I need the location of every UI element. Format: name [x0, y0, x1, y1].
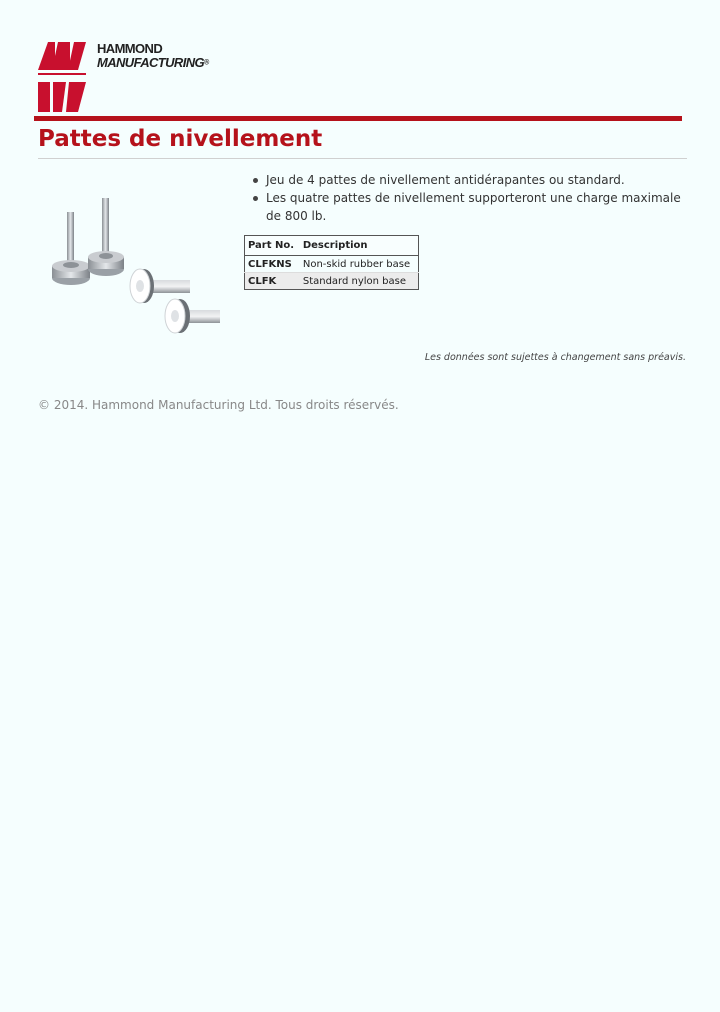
- brand-line-1: HAMMOND: [97, 41, 163, 56]
- table-header-row: [245, 236, 419, 256]
- registered-mark: ®: [204, 59, 209, 67]
- feature-item: Les quatre pattes de nivellement supporteront une charge maximale de 800 lb.: [266, 189, 690, 225]
- column-header-description: Description: [300, 236, 419, 256]
- feature-item: Jeu de 4 pattes de nivellement antidérapantes ou standard.: [266, 171, 690, 189]
- part-number: CLFK: [245, 273, 300, 290]
- page-title: Pattes de nivellement: [38, 126, 323, 152]
- company-logo: [38, 42, 228, 112]
- brand-line-2: MANUFACTURING: [97, 55, 205, 70]
- table-row: [245, 273, 419, 290]
- parts-table: [244, 235, 419, 290]
- part-number: CLFKNS: [245, 256, 300, 273]
- title-divider: [38, 158, 687, 159]
- header-divider: [34, 116, 682, 121]
- part-description: Non-skid rubber base: [300, 256, 419, 273]
- part-description: Standard nylon base: [300, 273, 419, 290]
- disclaimer-text: Les données sont sujettes à changement sans préavis.: [424, 352, 686, 363]
- leveling-feet-image: [44, 192, 224, 344]
- brand-wordmark: [97, 42, 209, 71]
- feature-list: [266, 171, 690, 225]
- hammond-logo-icon: [38, 42, 86, 112]
- column-header-part-no: Part No.: [245, 236, 300, 256]
- table-row: [245, 256, 419, 273]
- copyright-text: © 2014. Hammond Manufacturing Ltd. Tous droits réservés.: [38, 398, 399, 412]
